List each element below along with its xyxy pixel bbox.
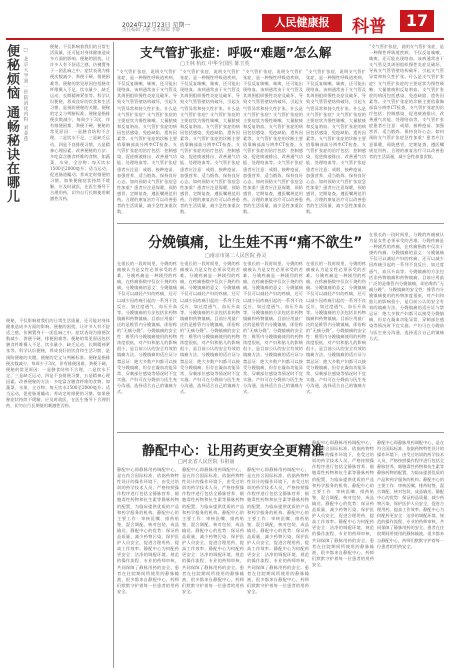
editor-info: 责任编辑 王静 美术编辑 李静 — [122, 28, 181, 33]
article1-byline: □王林 杭红 中华全国医 陈玉英 — [180, 61, 250, 67]
article3-col5: 静配中心即静脉用药调配中心，是在符合国际标准、依据药物特性设计的操作环境下，由受过培训的药学技术人员，严格按照操作程序进行包括全静脉营养、细胞毒性药物和抗生素等静脉药物的配置，为临床提供优质的产品和药学服务的机构。静配中心的主要工作：审核医嘱、排药贴签、混合调配、核对包装、成品输送。静配中心的优势：保证药品质量，减少药物污染，保护医护人员安全，促进合理用药，提高工作效率。静配中心为何配药更安全：洁净的调配环境、规范的操作流程、专业的药师审核，共同保障了静脉用药的安全。患者在住院期间所使用的静脉输液，很多都来自静配中心，药师们默默守护着每一位患者的用药安全。 — [377, 440, 444, 549]
article1-col3: “支气管扩张症，说明支气管扩张症，是一种慢性呼吸道疾病，不仅反复咳嗽、咳痰，还可能出现咯血。该病通常由于支气管及其周围组织慢性炎症及破坏，导致支气管管壁结构破坏，引起支气管异常和持久性扩张。什么是支气管扩张症？支气管扩张症的主要症状为慢性咳嗽、大量脓痰和反复咯血。支气管扩张症的病因包括感染、免疫缺陷、遗传因素等。支气管扩张症的诊断主要依靠胸部高分辨率CT检查。支气管扩张症的治疗包括：控制感染、促进痰液排出、改善通气功能、处理咯血等。支气管扩张症患者应注意：戒烟、接种疫苗、加强营养、适当锻炼、保持良好心态。如何预防支气管扩张症急性加重？患者应注意保暖，预防感冒，定期复查，遵医嘱规范用药。合理的康复治疗可以改善患者的生活质量，减少急性加重次数。 — [243, 69, 303, 215]
column-divider — [113, 42, 114, 668]
article3-byline: □河北省人民医院 韦祖丽 — [178, 459, 235, 465]
issue-date: 2024年12月23日 星期一 — [122, 22, 191, 29]
article2-col2: 在很长的一段时间里，分娩的疼痛被认为是女性必须承受的苦难。分娩疼痛是一种剧烈的疼痛，在疼痛指数中仅次于烧灼伤痛。分娩镇痛的意义：分娩镇痛不仅可以减轻产妇的疼痛，还可以减少因疼痛引起的一系列不良反应，如过度通气、血压升高等。分娩镇痛的方法包括非药物镇痛和药物镇痛。目前应用最广泛的是椎管内分娩镇痛，即俗称的“无痛分娩”。分娩镇痛的安全性：椎管内分娩镇痛使用的药物浓度很低，对产妇和胎儿的影响很小，是目前公认的安全有效的镇痛方法。分娩镇痛的适应证与禁忌证：绝大多数产妇都可以接受分娩镇痛，但存在凝血功能异常、穿刺部位感染等情况时不宜实施。产妇可在分娩前与医生充分沟通，选择适合自己的镇痛方式。 — [180, 261, 240, 394]
article2-byline: □南京市第二人民医院 孙灵 — [205, 253, 267, 259]
article3-title: 静配中心：让用药更安全更精准 — [142, 444, 325, 459]
article2-col5: 在很长的一段时间里，分娩的疼痛被认为是女性必须承受的苦难。分娩疼痛是一种剧烈的疼痛，在疼痛指数中仅次于烧灼伤痛。分娩镇痛的意义：分娩镇痛不仅可以减轻产妇的疼痛，还可以减少因疼痛引起的一系列不良反应，如过度通气、血压升高等。分娩镇痛的方法包括非药物镇痛和药物镇痛。目前应用最广泛的是椎管内分娩镇痛，即俗称的“无痛分娩”。分娩镇痛的安全性：椎管内分娩镇痛使用的药物浓度很低，对产妇和胎儿的影响很小，是目前公认的安全有效的镇痛方法。分娩镇痛的适应证与禁忌证：绝大多数产妇都可以接受分娩镇痛，但存在凝血功能异常、穿刺部位感染等情况时不宜实施。产妇可在分娩前与医生充分沟通，选择适合自己的镇痛方式。 — [369, 232, 444, 341]
article2-col1: 在很长的一段时间里，分娩的疼痛被认为是女性必须承受的苦难。分娩疼痛是一种剧烈的疼痛，在疼痛指数中仅次于烧灼伤痛。分娩镇痛的意义：分娩镇痛不仅可以减轻产妇的疼痛，还可以减少因疼痛引起的一系列不良反应，如过度通气、血压升高等。分娩镇痛的方法包括非药物镇痛和药物镇痛。目前应用最广泛的是椎管内分娩镇痛，即俗称的“无痛分娩”。分娩镇痛的安全性：椎管内分娩镇痛使用的药物浓度很低，对产妇和胎儿的影响很小，是目前公认的安全有效的镇痛方法。分娩镇痛的适应证与禁忌证：绝大多数产妇都可以接受分娩镇痛，但存在凝血功能异常、穿刺部位感染等情况时不宜实施。产妇可在分娩前与医生充分沟通，选择适合自己的镇痛方式。 — [117, 261, 177, 394]
section-divider-2 — [117, 432, 444, 433]
article1-col1: “支气管扩张症，说明支气管扩张症，是一种慢性呼吸道疾病，不仅反复咳嗽、咳痰，还可能出现咯血。该病通常由于支气管及其周围组织慢性炎症及破坏，导致支气管管壁结构破坏，引起支气管异常和持久性扩张。什么是支气管扩张症？支气管扩张症的主要症状为慢性咳嗽、大量脓痰和反复咯血。支气管扩张症的病因包括感染、免疫缺陷、遗传因素等。支气管扩张症的诊断主要依靠胸部高分辨率CT检查。支气管扩张症的治疗包括：控制感染、促进痰液排出、改善通气功能、处理咯血等。支气管扩张症患者应注意：戒烟、接种疫苗、加强营养、适当锻炼、保持良好心态。如何预防支气管扩张症急性加重？患者应注意保暖，预防感冒，定期复查，遵医嘱规范用药。合理的康复治疗可以改善患者的生活质量，减少急性加重次数。 — [117, 69, 177, 215]
sidebar-byline: □ 北京大学第一医院消化内科 刘金莲 — [23, 48, 28, 142]
section-divider-1 — [117, 223, 444, 224]
article2-col4: 在很长的一段时间里，分娩的疼痛被认为是女性必须承受的苦难。分娩疼痛是一种剧烈的疼痛，在疼痛指数中仅次于烧灼伤痛。分娩镇痛的意义：分娩镇痛不仅可以减轻产妇的疼痛，还可以减少因疼痛引起的一系列不良反应，如过度通气、血压升高等。分娩镇痛的方法包括非药物镇痛和药物镇痛。目前应用最广泛的是椎管内分娩镇痛，即俗称的“无痛分娩”。分娩镇痛的安全性：椎管内分娩镇痛使用的药物浓度很低，对产妇和胎儿的影响很小，是目前公认的安全有效的镇痛方法。分娩镇痛的适应证与禁忌证：绝大多数产妇都可以接受分娩镇痛，但存在凝血功能异常、穿刺部位感染等情况时不宜实施。产妇可在分娩前与医生充分沟通，选择适合自己的镇痛方式。 — [306, 261, 366, 394]
article1-col5: “支气管扩张症，说明支气管扩张症，是一种慢性呼吸道疾病，不仅反复咳嗽、咳痰，还可能出现咯血。该病通常由于支气管及其周围组织慢性炎症及破坏，导致支气管管壁结构破坏，引起支气管异常和持久性扩张。什么是支气管扩张症？支气管扩张症的主要症状为慢性咳嗽、大量脓痰和反复咯血。支气管扩张症的病因包括感染、免疫缺陷、遗传因素等。支气管扩张症的诊断主要依靠胸部高分辨率CT检查。支气管扩张症的治疗包括：控制感染、促进痰液排出、改善通气功能、处理咯血等。支气管扩张症患者应注意：戒烟、接种疫苗、加强营养、适当锻炼、保持良好心态。如何预防支气管扩张症急性加重？患者应注意保暖，预防感冒，定期复查，遵医嘱规范用药。合理的康复治疗可以改善患者的生活质量，减少急性加重次数。 — [369, 44, 444, 159]
page-number: 17 — [400, 10, 434, 32]
article3-col3: 静配中心即静脉用药调配中心，是在符合国际标准、依据药物特性设计的操作环境下，由受过培训的药学技术人员，严格按照操作程序进行包括全静脉营养、细胞毒性药物和抗生素等静脉药物的配置，为临床提供优质的产品和药学服务的机构。静配中心的主要工作：审核医嘱、排药贴签、混合调配、核对包装、成品输送。静配中心的优势：保证药品质量，减少药物污染，保护医护人员安全，促进合理用药，提高工作效率。静配中心为何配药更安全：洁净的调配环境、规范的操作流程、专业的药师审核，共同保障了静脉用药的安全。患者在住院期间所使用的静脉输液，很多都来自静配中心，药师们默默守护着每一位患者的用药安全。 — [247, 467, 309, 594]
article3-col1: 静配中心即静脉用药调配中心，是在符合国际标准、依据药物特性设计的操作环境下，由受过培训的药学技术人员，严格按照操作程序进行包括全静脉营养、细胞毒性药物和抗生素等静脉药物的配置，为临床提供优质的产品和药学服务的机构。静配中心的主要工作：审核医嘱、排药贴签、混合调配、核对包装、成品输送。静配中心的优势：保证药品质量，减少药物污染，保护医护人员安全，促进合理用药，提高工作效率。静配中心为何配药更安全：洁净的调配环境、规范的操作流程、专业的药师审核，共同保障了静脉用药的安全。患者在住院期间所使用的静脉输液，很多都来自静配中心，药师们默默守护着每一位患者的用药安全。 — [117, 467, 179, 594]
article1-col4: “支气管扩张症，说明支气管扩张症，是一种慢性呼吸道疾病，不仅反复咳嗽、咳痰，还可能出现咯血。该病通常由于支气管及其周围组织慢性炎症及破坏，导致支气管管壁结构破坏，引起支气管异常和持久性扩张。什么是支气管扩张症？支气管扩张症的主要症状为慢性咳嗽、大量脓痰和反复咯血。支气管扩张症的病因包括感染、免疫缺陷、遗传因素等。支气管扩张症的诊断主要依靠胸部高分辨率CT检查。支气管扩张症的治疗包括：控制感染、促进痰液排出、改善通气功能、处理咯血等。支气管扩张症患者应注意：戒烟、接种疫苗、加强营养、适当锻炼、保持良好心态。如何预防支气管扩张症急性加重？患者应注意保暖，预防感冒，定期复查，遵医嘱规范用药。合理的康复治疗可以改善患者的生活质量，减少急性加重次数。 — [306, 69, 366, 215]
sidebar-body-top: 便秘，不仅影响着我们的日常生活质量，还可能对身体健康造成多方面的影响。便秘的困扰，让许多人有不舒适之感，仿佛置身于一团乱麻之中。症状表现为排便次数减少、粪便干硬、排便困难等。便秘的常见原因包括膳食纤维摄入不足、饮水量少、缺乏运动、长期精神紧张等。科学认识便秘，养成良好的饮食和生活习惯，是预防便秘的关键。便秘的定义与判断标准。便秘是指排便次数减少，每周少于3次，伴有排便困难、粪便干硬。便秘的常见原因：一是膳食结构不合理，二是饮水不足，三是缺乏运动，四是不良排便习惯，五是精神心理因素。改善便秘的方法：多吃富含膳食纤维的食物，如蔬菜、水果、全谷物；每天饮水1500至2000毫升；适当运动，促进肠道蠕动；养成定时排便的习惯。如果便秘症状持续不缓解，应及时就医，在医生指导下合理用药，切勿自行长期使用刺激性泻药。 — [50, 44, 110, 202]
page-header — [0, 0, 450, 38]
sidebar-headline: 便秘烦恼 通畅秘诀在哪儿 — [4, 44, 19, 204]
article2-title: 分娩镇痛，让生娃不再“痛不欲生” — [148, 235, 363, 251]
sidebar-body-bottom: 便秘，不仅影响着我们的日常生活质量，还可能对身体健康造成多方面的影响。便秘的困扰，让许多人有不舒适之感，仿佛置身于一团乱麻之中。症状表现为排便次数减少、粪便干硬、排便困难等。便秘的常见原因包括膳食纤维摄入不足、饮水量少、缺乏运动、长期精神紧张等。科学认识便秘，养成良好的饮食和生活习惯，是预防便秘的关键。便秘的定义与判断标准。便秘是指排便次数减少，每周少于3次，伴有排便困难、粪便干硬。便秘的常见原因：一是膳食结构不合理，二是饮水不足，三是缺乏运动，四是不良排便习惯，五是精神心理因素。改善便秘的方法：多吃富含膳食纤维的食物，如蔬菜、水果、全谷物；每天饮水1500至2000毫升；适当运动，促进肠道蠕动；养成定时排便的习惯。如果便秘症状持续不缓解，应及时就医，在医生指导下合理用药，切勿自行长期使用刺激性泻药。 — [6, 318, 110, 409]
section-title: 科普 — [352, 17, 386, 37]
article1-col2: “支气管扩张症，说明支气管扩张症，是一种慢性呼吸道疾病，不仅反复咳嗽、咳痰，还可能出现咯血。该病通常由于支气管及其周围组织慢性炎症及破坏，导致支气管管壁结构破坏，引起支气管异常和持久性扩张。什么是支气管扩张症？支气管扩张症的主要症状为慢性咳嗽、大量脓痰和反复咯血。支气管扩张症的病因包括感染、免疫缺陷、遗传因素等。支气管扩张症的诊断主要依靠胸部高分辨率CT检查。支气管扩张症的治疗包括：控制感染、促进痰液排出、改善通气功能、处理咯血等。支气管扩张症患者应注意：戒烟、接种疫苗、加强营养、适当锻炼、保持良好心态。如何预防支气管扩张症急性加重？患者应注意保暖，预防感冒，定期复查，遵医嘱规范用药。合理的康复治疗可以改善患者的生活质量，减少急性加重次数。 — [180, 69, 240, 215]
newspaper-logo: 人民健康报 — [262, 14, 342, 32]
article2-col3: 在很长的一段时间里，分娩的疼痛被认为是女性必须承受的苦难。分娩疼痛是一种剧烈的疼痛，在疼痛指数中仅次于烧灼伤痛。分娩镇痛的意义：分娩镇痛不仅可以减轻产妇的疼痛，还可以减少因疼痛引起的一系列不良反应，如过度通气、血压升高等。分娩镇痛的方法包括非药物镇痛和药物镇痛。目前应用最广泛的是椎管内分娩镇痛，即俗称的“无痛分娩”。分娩镇痛的安全性：椎管内分娩镇痛使用的药物浓度很低，对产妇和胎儿的影响很小，是目前公认的安全有效的镇痛方法。分娩镇痛的适应证与禁忌证：绝大多数产妇都可以接受分娩镇痛，但存在凝血功能异常、穿刺部位感染等情况时不宜实施。产妇可在分娩前与医生充分沟通，选择适合自己的镇痛方式。 — [243, 261, 303, 394]
article3-col4: 静配中心即静脉用药调配中心，是在符合国际标准、依据药物特性设计的操作环境下，由受过培训的药学技术人员，严格按照操作程序进行包括全静脉营养、细胞毒性药物和抗生素等静脉药物的配置，为临床提供优质的产品和药学服务的机构。静配中心的主要工作：审核医嘱、排药贴签、混合调配、核对包装、成品输送。静配中心的优势：保证药品质量，减少药物污染，保护医护人员安全，促进合理用药，提高工作效率。静配中心为何配药更安全：洁净的调配环境、规范的操作流程、专业的药师审核，共同保障了静脉用药的安全。患者在住院期间所使用的静脉输液，很多都来自静配中心，药师们默默守护着每一位患者的用药安全。 — [312, 440, 374, 567]
article1-title: 支气管扩张症：呼吸“难题”怎么解 — [140, 45, 332, 60]
header-rule — [6, 38, 444, 40]
article3-col2: 静配中心即静脉用药调配中心，是在符合国际标准、依据药物特性设计的操作环境下，由受过培训的药学技术人员，严格按照操作程序进行包括全静脉营养、细胞毒性药物和抗生素等静脉药物的配置，为临床提供优质的产品和药学服务的机构。静配中心的主要工作：审核医嘱、排药贴签、混合调配、核对包装、成品输送。静配中心的优势：保证药品质量，减少药物污染，保护医护人员安全，促进合理用药，提高工作效率。静配中心为何配药更安全：洁净的调配环境、规范的操作流程、专业的药师审核，共同保障了静脉用药的安全。患者在住院期间所使用的静脉输液，很多都来自静配中心，药师们默默守护着每一位患者的用药安全。 — [182, 467, 244, 594]
